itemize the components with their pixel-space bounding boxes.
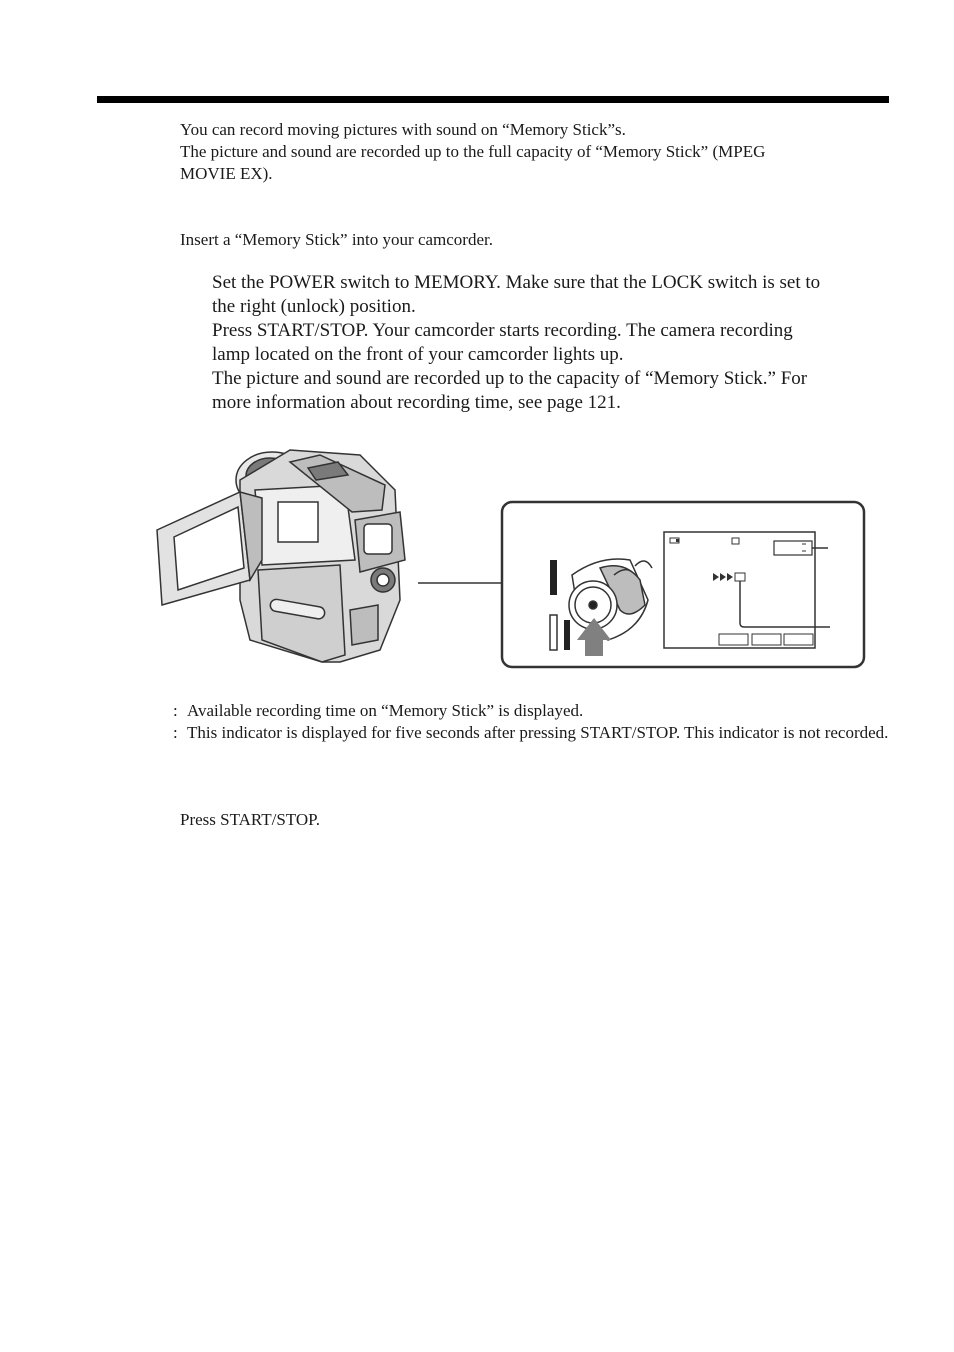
- step-2-line-2: lamp located on the front of your camcorder lights up.: [212, 344, 624, 365]
- note-1: [173, 700, 893, 721]
- note-2-colon: :: [173, 723, 178, 742]
- battery-level: [676, 539, 679, 542]
- note-2-text: This indicator is displayed for five seconds after pressing START/STOP. This indicator is not recorded.: [187, 723, 889, 742]
- step-1-line-2: the right (unlock) position.: [212, 296, 416, 317]
- step-3-line-2: more information about recording time, see page 121.: [212, 392, 621, 413]
- intro-line-2: The picture and sound are recorded up to the full capacity of “Memory Stick” (MPEG: [180, 142, 766, 161]
- note-2: [173, 722, 893, 764]
- camcorder-icon: [157, 450, 405, 662]
- step-3-line-1: The picture and sound are recorded up to the capacity of “Memory Stick.” For: [212, 368, 808, 389]
- note-1-text: Available recording time on “Memory Stick” is displayed.: [187, 701, 584, 720]
- stop-text: Press START/STOP.: [180, 810, 320, 829]
- intro-line-1: You can record moving pictures with sound on “Memory Stick”s.: [180, 120, 626, 139]
- intro-line-3: MOVIE EX).: [180, 164, 273, 183]
- step-1-line-1: Set the POWER switch to MEMORY. Make sure that the LOCK switch is set to: [212, 272, 821, 293]
- prep-text: Insert a “Memory Stick” into your camcorder.: [180, 230, 493, 249]
- step-2-line-1: Press START/STOP. Your camcorder starts recording. The camera recording: [212, 320, 793, 341]
- note-1-colon: :: [173, 701, 178, 720]
